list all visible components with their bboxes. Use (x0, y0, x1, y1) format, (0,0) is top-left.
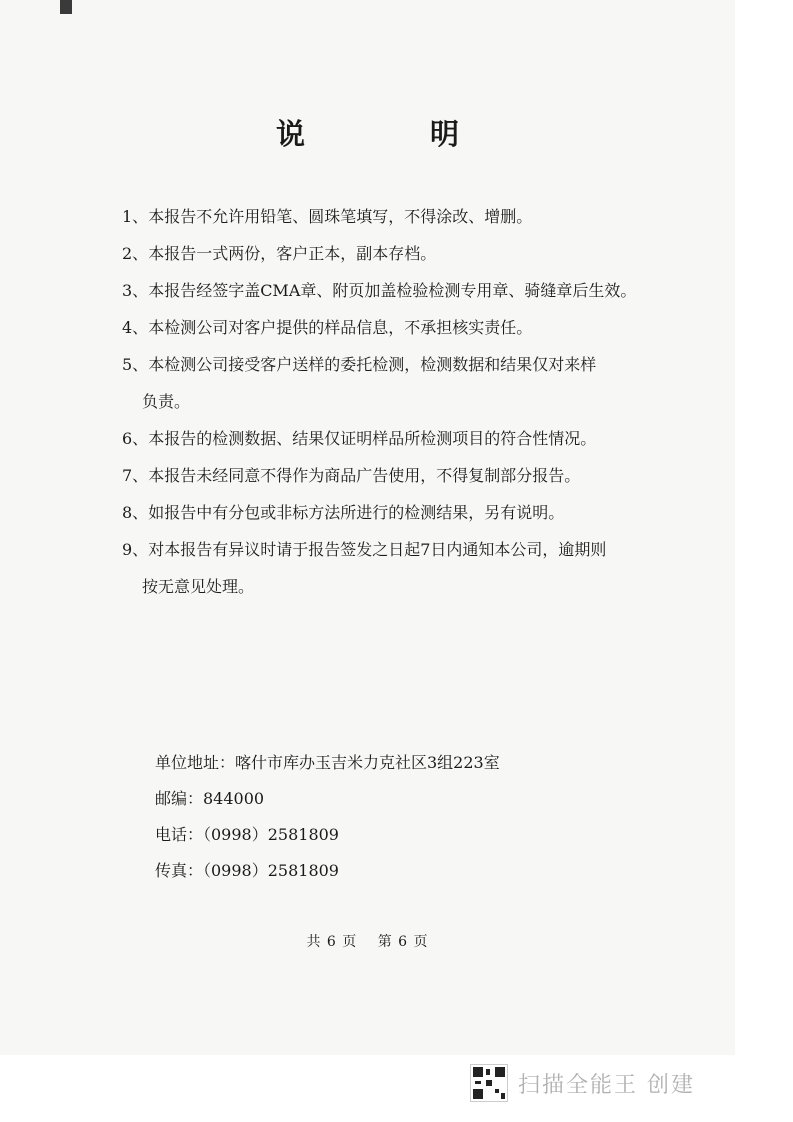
list-item (122, 420, 662, 457)
item-text: 本报告的检测数据、结果仅证明样品所检测项目的符合性情况。 (148, 429, 597, 448)
item-continuation: 按无意见处理。 (142, 577, 255, 596)
item-text: 如报告中有分包或非标方法所进行的检测结果，另有说明。 (148, 503, 565, 522)
item-text: 本检测公司对客户提供的样品信息，不承担核实责任。 (148, 318, 533, 337)
phone-line: 电话：（0998）2581809 (155, 825, 339, 844)
item-text: 本报告未经同意不得作为商品广告使用，不得复制部分报告。 (148, 466, 581, 485)
item-number: 4、 (122, 318, 149, 337)
item-number: 3、 (122, 281, 149, 300)
item-number: 9、 (122, 540, 149, 559)
scan-edge-mark (60, 0, 72, 14)
item-number: 2、 (122, 244, 149, 263)
fax-line: 传真：（0998）2581809 (155, 861, 339, 880)
list-item (122, 346, 662, 420)
watermark-text: 扫描全能王 创建 (518, 1072, 695, 1098)
item-number: 7、 (122, 466, 149, 485)
item-number: 8、 (122, 503, 149, 522)
item-text: 本报告经签字盖CMA章、附页加盖检验检测专用章、骑缝章后生效。 (148, 281, 637, 300)
item-text: 本检测公司接受客户送样的委托检测，检测数据和结果仅对来样 (148, 355, 597, 374)
list-item (122, 235, 662, 272)
item-continuation: 负责。 (142, 392, 191, 411)
list-item (122, 494, 662, 531)
list-item (122, 531, 662, 605)
page-title: 说 明 (275, 117, 507, 151)
item-text: 本报告不允许用铅笔、圆珠笔填写，不得涂改、增删。 (148, 207, 533, 226)
qr-code-icon (470, 1064, 508, 1102)
list-item (122, 457, 662, 494)
scanner-watermark (470, 1063, 790, 1103)
item-text: 对本报告有异议时请于报告签发之日起7日内通知本公司，逾期则 (148, 540, 607, 559)
list-item (122, 309, 662, 346)
list-item (122, 198, 662, 235)
address-line: 单位地址：喀什市库办玉吉米力克社区3组223室 (155, 753, 500, 772)
page-footer: 共 6 页 第 6 页 (306, 934, 429, 950)
item-number: 6、 (122, 429, 149, 448)
postcode-line: 邮编：844000 (155, 789, 265, 808)
item-text: 本报告一式两份，客户正本，副本存档。 (148, 244, 437, 263)
list-item (122, 272, 662, 309)
contact-info (155, 745, 500, 889)
item-number: 5、 (122, 355, 149, 374)
notes-list (122, 198, 662, 605)
item-number: 1、 (122, 207, 149, 226)
